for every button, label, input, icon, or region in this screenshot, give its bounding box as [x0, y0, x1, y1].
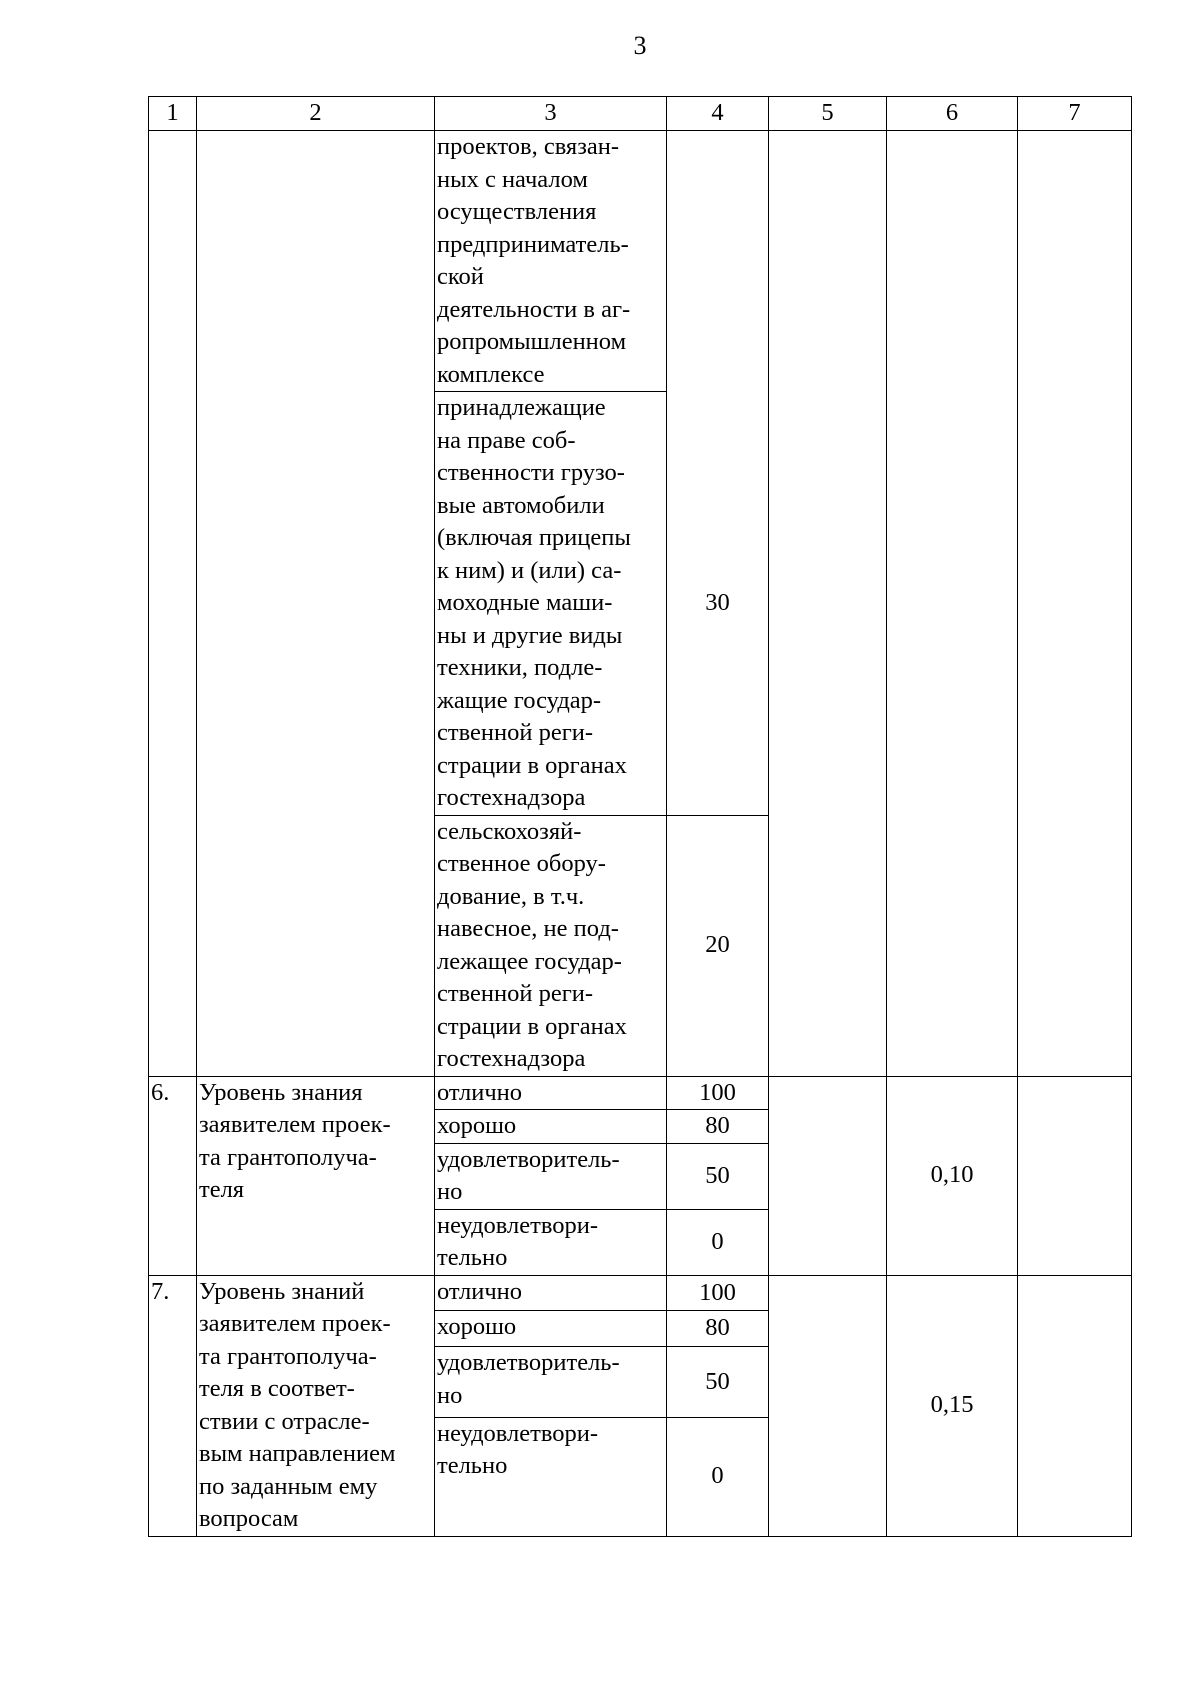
option-score: 20: [667, 815, 769, 1076]
criterion-number: 6.: [149, 1076, 197, 1275]
table-row: [149, 1076, 1132, 1110]
option-score: 0: [667, 1209, 769, 1275]
option-description: отлично: [435, 1076, 667, 1110]
option-description: проектов, связан- ных с началом осуществления предприниматель- ской деятельности в аг- ропромышленном комплексе: [435, 131, 667, 392]
option-score: 100: [667, 1275, 769, 1311]
option-description: удовлетворитель- но: [435, 1347, 667, 1417]
option-score: 100: [667, 1076, 769, 1110]
option-description: хорошо: [435, 1311, 667, 1347]
option-score: 80: [667, 1311, 769, 1347]
option-score: 50: [667, 1143, 769, 1209]
option-score: [667, 131, 769, 392]
option-score: 50: [667, 1347, 769, 1417]
option-description: хорошо: [435, 1110, 667, 1144]
column-7-cell: [1018, 131, 1132, 1077]
option-score: 0: [667, 1417, 769, 1536]
table-row: [149, 131, 1132, 392]
criterion-number: 7.: [149, 1275, 197, 1536]
number-cell: [149, 131, 197, 1077]
column-7-cell: [1018, 1275, 1132, 1536]
criterion-cell: [197, 131, 435, 1077]
column-5-cell: [769, 1275, 887, 1536]
column-header: 2: [197, 97, 435, 131]
option-description: удовлетворитель- но: [435, 1143, 667, 1209]
column-header: 5: [769, 97, 887, 131]
criterion-weight: 0,10: [887, 1076, 1018, 1275]
option-score: 80: [667, 1110, 769, 1144]
column-header: 1: [149, 97, 197, 131]
option-description: неудовлетвори- тельно: [435, 1417, 667, 1536]
criteria-table: [148, 96, 1132, 1537]
criterion-name: Уровень знания заявителем проек- та грантополуча- теля: [197, 1076, 435, 1275]
option-score: 30: [667, 392, 769, 816]
option-description: неудовлетвори- тельно: [435, 1209, 667, 1275]
column-5-cell: [769, 131, 887, 1077]
criterion-weight: 0,15: [887, 1275, 1018, 1536]
column-header: 7: [1018, 97, 1132, 131]
page-number: 3: [633, 31, 647, 60]
column-5-cell: [769, 1076, 887, 1275]
option-description: отлично: [435, 1275, 667, 1311]
criterion-name: Уровень знаний заявителем проек- та грантополуча- теля в соответ- ствии с отрасле- вым направлением по заданным ему вопросам: [197, 1275, 435, 1536]
option-description: сельскохозяй- ственное обору- дование, в т.ч. навесное, не под- лежащее государ- ственной реги- страции в органах гостехнадзора: [435, 815, 667, 1076]
column-header: 6: [887, 97, 1018, 131]
column-7-cell: [1018, 1076, 1132, 1275]
option-description: принадлежащие на праве соб- ственности грузо- вые автомобили (включая прицепы к ним) и (или) са- моходные маши- ны и другие виды техники, подле- жащие государ- ственной реги- страции в органах гостехнадзора: [435, 392, 667, 816]
weight-cell: [887, 131, 1018, 1077]
column-header: 4: [667, 97, 769, 131]
column-header: 3: [435, 97, 667, 131]
table-row: [149, 1275, 1132, 1311]
header-row: [149, 97, 1132, 131]
